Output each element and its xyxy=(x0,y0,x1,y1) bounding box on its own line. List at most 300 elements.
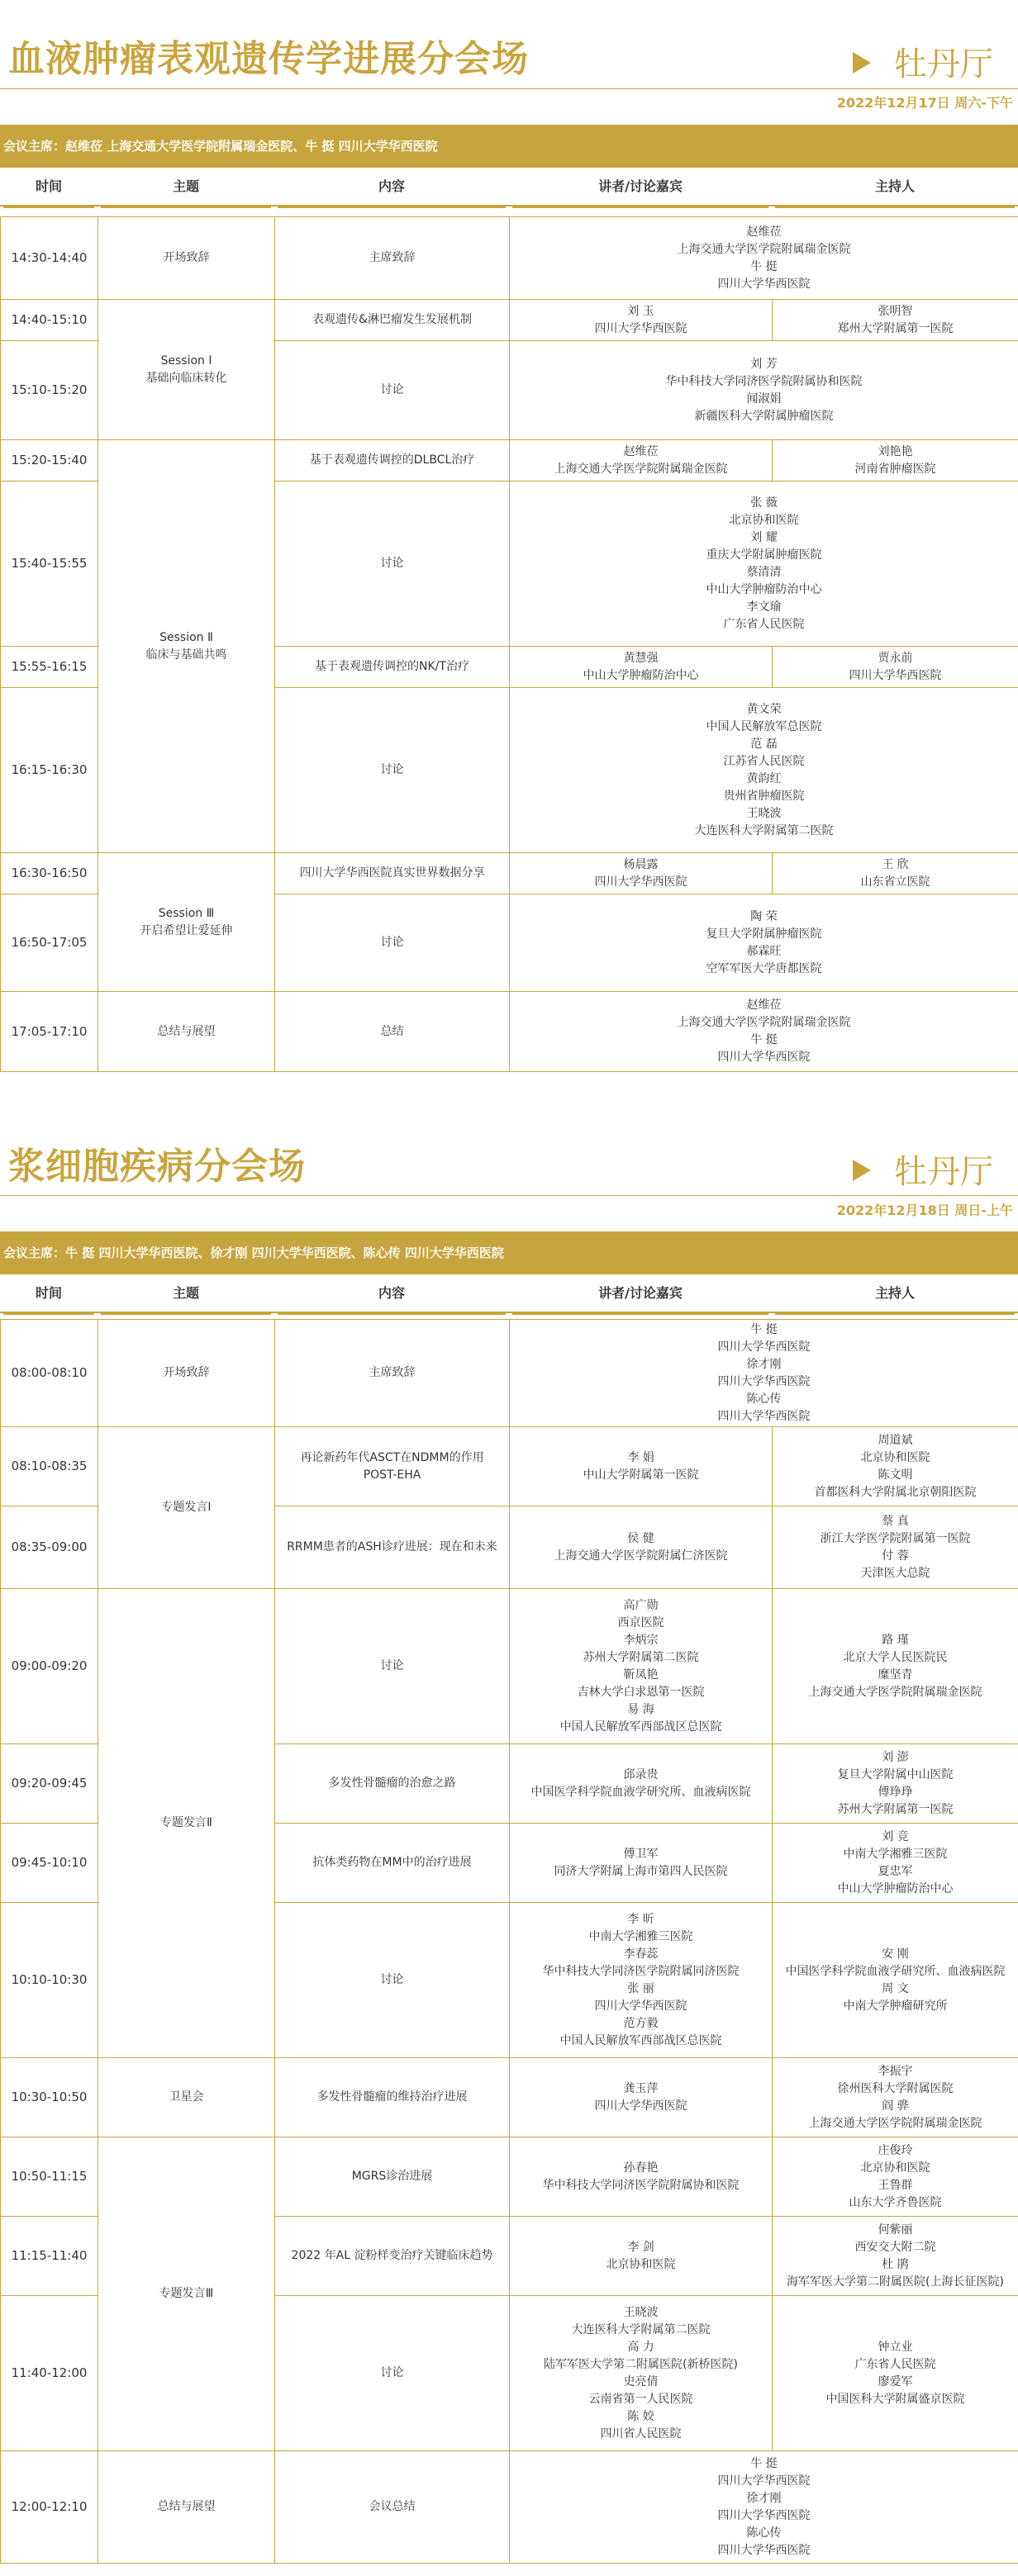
person-name: 王晓波 xyxy=(746,806,782,820)
institution-name: 华中科技大学同济医学院附属同济医院 xyxy=(542,1964,740,1978)
cell-text: 临床与基础共鸣 xyxy=(145,648,227,662)
col-content-header: 内容 xyxy=(274,170,509,203)
host-cell xyxy=(773,2296,1018,2451)
person-name: 陈心传 xyxy=(746,1392,782,1406)
institution-name: 新疆医科大学附属肿瘤医院 xyxy=(694,409,834,423)
schedule-table xyxy=(0,1319,1018,2564)
institution-name: 华中科技大学同济医学院附属协和医院 xyxy=(665,374,863,388)
institution-name: 四川大学华西医院 xyxy=(717,1374,811,1388)
cell-text: MGRS诊治进展 xyxy=(351,2170,433,2183)
table-row xyxy=(1,440,1018,482)
institution-name: 中国医学科学院血液学研究所、血液病医院 xyxy=(785,1964,1006,1978)
person-name: 范方毅 xyxy=(623,2016,659,2030)
cell-text: 再论新药年代ASCT在NDMM的作用 xyxy=(300,1450,484,1464)
table-row xyxy=(1,2058,1018,2137)
institution-name: 四川大学华西医院 xyxy=(717,1409,811,1423)
person-name: 闻淑娟 xyxy=(746,391,782,406)
institution-name: 同济大学附属上海市第四人民医院 xyxy=(554,1864,728,1878)
content-cell xyxy=(275,853,510,894)
person-name: 郝霖旺 xyxy=(746,944,782,958)
institution-name: 复旦大学附属肿瘤医院 xyxy=(706,927,822,941)
person-name: 黄文荣 xyxy=(746,702,782,716)
institution-name: 广东省人民医院 xyxy=(854,2357,936,2371)
person-name: 糜坚青 xyxy=(878,1668,913,1682)
content-cell xyxy=(275,2217,510,2296)
cell-text: 2022 年AL 淀粉样变治疗关键临床趋势 xyxy=(291,2249,493,2262)
time-cell: 14:40-15:10 xyxy=(1,300,98,341)
cell-text: 多发性骨髓瘤的维持治疗进展 xyxy=(316,2090,468,2104)
person-name: 傅琤琤 xyxy=(878,1785,913,1799)
institution-name: 浙江大学医学院附属第一医院 xyxy=(820,1531,971,1545)
content-cell xyxy=(275,2451,510,2564)
table-header xyxy=(0,1277,1018,1313)
speaker-cell xyxy=(510,341,1018,440)
institution-name: 云南省第一人民医院 xyxy=(588,2392,693,2406)
speaker-cell xyxy=(510,1824,773,1903)
time-cell: 08:00-08:10 xyxy=(1,1320,98,1427)
person-name: 王晓波 xyxy=(623,2305,659,2319)
person-name: 刘 玉 xyxy=(627,304,654,318)
col-time-header: 时间 xyxy=(0,170,98,203)
time-cell: 14:30-14:40 xyxy=(1,217,98,300)
speaker-cell xyxy=(510,1320,1018,1427)
institution-name: 上海交通大学医学院附属瑞金医院 xyxy=(677,242,851,256)
institution-name: 上海交通大学医学院附属瑞金医院 xyxy=(677,1016,851,1029)
person-name: 史亮倩 xyxy=(623,2374,659,2389)
person-name: 阎 骅 xyxy=(882,2099,909,2113)
institution-name: 首都医科大学附属北京朝阳医院 xyxy=(814,1485,977,1499)
institution-name: 天津医大总院 xyxy=(860,1566,930,1580)
host-cell xyxy=(773,1427,1018,1506)
speaker-cell xyxy=(510,1903,773,2058)
person-name: 付 蓉 xyxy=(882,1549,909,1563)
time-cell: 09:00-09:20 xyxy=(1,1589,98,1744)
host-cell xyxy=(773,1903,1018,2058)
institution-name: 中南大学湘雅三医院 xyxy=(588,1929,693,1943)
host-cell xyxy=(773,647,1018,688)
institution-name: 北京协和医院 xyxy=(860,1450,930,1464)
speaker-cell xyxy=(510,1506,773,1589)
person-name: 路 瑾 xyxy=(882,1633,909,1647)
cell-text: 讨论 xyxy=(380,383,404,396)
person-name: 李 剑 xyxy=(627,2240,654,2254)
institution-name: 上海交通大学医学院附属瑞金医院 xyxy=(808,1685,982,1699)
institution-name: 四川大学华西医院 xyxy=(717,1340,811,1354)
content-cell xyxy=(275,482,510,647)
time-cell: 16:15-16:30 xyxy=(1,688,98,853)
cell-text: 主席致辞 xyxy=(369,1366,416,1379)
institution-name: 中国人民解放军西部战区总医院 xyxy=(559,1720,722,1734)
institution-name: 西京医院 xyxy=(617,1615,664,1630)
cell-text: 抗体类药物在MM中的治疗进展 xyxy=(312,1856,472,1869)
speaker-cell xyxy=(510,894,1018,992)
time-cell: 08:10-08:35 xyxy=(1,1427,98,1506)
institution-name: 四川大学华西医院 xyxy=(594,875,687,889)
institution-name: 中山大学附属第一医院 xyxy=(583,1468,699,1482)
person-name: 牛 挺 xyxy=(750,1322,778,1336)
topic-cell xyxy=(98,2058,275,2137)
institution-name: 四川省人民医院 xyxy=(600,2427,682,2441)
host-cell xyxy=(773,1744,1018,1824)
person-name: 廖爱军 xyxy=(878,2374,913,2389)
content-cell xyxy=(275,992,510,1072)
institution-name: 中山大学肿瘤防治中心 xyxy=(583,668,699,682)
person-name: 孙春艳 xyxy=(623,2161,659,2175)
speaker-cell xyxy=(510,2137,773,2217)
person-name: 刘 澎 xyxy=(882,1750,909,1764)
person-name: 傅卫军 xyxy=(623,1847,659,1861)
institution-name: 重庆大学附属肿瘤医院 xyxy=(706,548,822,562)
person-name: 赵维莅 xyxy=(746,225,782,239)
session-date: 2022年12月18日 周日-上午 xyxy=(836,1203,1013,1218)
person-name: 李文瑜 xyxy=(746,600,782,614)
content-cell xyxy=(275,1320,510,1427)
content-cell xyxy=(275,1744,510,1824)
cell-text: 基于表观遗传调控的DLBCL治疗 xyxy=(309,453,475,467)
institution-name: 四川大学华西医院 xyxy=(717,2474,811,2488)
content-cell xyxy=(275,341,510,440)
play-arrow-icon xyxy=(853,52,871,74)
content-cell xyxy=(275,440,510,482)
person-name: 杜 鹃 xyxy=(882,2257,909,2271)
content-cell xyxy=(275,1589,510,1744)
person-name: 黄慧强 xyxy=(623,651,659,665)
person-name: 安 刚 xyxy=(882,1947,909,1961)
institution-name: 中国人民解放军总医院 xyxy=(706,719,822,733)
institution-name: 河南省肿瘤医院 xyxy=(854,462,936,476)
host-cell xyxy=(773,1506,1018,1589)
cell-text: Session Ⅰ xyxy=(160,353,212,368)
cell-text: 讨论 xyxy=(380,557,404,570)
institution-name: 华中科技大学同济医学院附属协和医院 xyxy=(542,2178,740,2192)
session-title: 血液肿瘤表观遗传学进展分会场 xyxy=(8,38,529,80)
session-date: 2022年12月17日 周六-下午 xyxy=(836,95,1013,111)
person-name: 龚玉萍 xyxy=(623,2081,659,2095)
speaker-cell xyxy=(510,2217,773,2296)
person-name: 杨晨露 xyxy=(623,857,659,871)
person-name: 赵维莅 xyxy=(623,444,659,458)
content-cell xyxy=(275,217,510,300)
institution-name: 山东省立医院 xyxy=(860,875,930,889)
person-name: 陈文明 xyxy=(878,1468,913,1482)
person-name: 赵维莅 xyxy=(746,999,782,1012)
time-cell: 16:30-16:50 xyxy=(1,853,98,894)
person-name: 周道斌 xyxy=(878,1433,913,1447)
person-name: 刘 芳 xyxy=(750,357,778,371)
schedule-table xyxy=(0,216,1018,1072)
speaker-cell xyxy=(510,2296,773,2451)
cell-text: 讨论 xyxy=(380,1659,404,1672)
topic-cell xyxy=(98,217,275,300)
chairs-bar: 会议主席：赵维莅 上海交通大学医学院附属瑞金医院、牛 挺 四川大学华西医院 xyxy=(0,125,1018,168)
speaker-cell xyxy=(510,1589,773,1744)
institution-name: 四川大学华西医院 xyxy=(717,2508,811,2522)
institution-name: 贵州省肿瘤医院 xyxy=(723,789,805,803)
content-cell xyxy=(275,647,510,688)
institution-name: 四川大学华西医院 xyxy=(717,1051,811,1064)
institution-name: 上海交通大学医学院附属瑞金医院 xyxy=(808,2116,982,2130)
cell-text: 主席致辞 xyxy=(369,251,416,264)
institution-name: 徐州医科大学附属医院 xyxy=(837,2081,954,2095)
table-row xyxy=(1,1427,1018,1506)
cell-text: 讨论 xyxy=(380,2366,404,2379)
cell-text: 基础向临床转化 xyxy=(145,371,227,385)
divider xyxy=(0,88,1018,89)
topic-cell xyxy=(98,440,275,853)
institution-name: 中山大学肿瘤防治中心 xyxy=(706,582,822,596)
institution-name: 海军军医大学第二附属医院(上海长征医院) xyxy=(787,2275,1004,2289)
institution-name: 北京协和医院 xyxy=(606,2257,676,2271)
col-host-header: 主持人 xyxy=(772,1277,1018,1310)
time-cell: 10:10-10:30 xyxy=(1,1903,98,2058)
content-cell xyxy=(275,2137,510,2217)
speaker-cell xyxy=(510,217,1018,300)
topic-cell xyxy=(98,300,275,440)
institution-name: 中南大学肿瘤研究所 xyxy=(843,1999,948,2013)
speaker-cell xyxy=(510,647,773,688)
topic-cell xyxy=(98,992,275,1072)
institution-name: 中国人民解放军西部战区总医院 xyxy=(559,2033,722,2047)
person-name: 陈心传 xyxy=(746,2526,782,2540)
session-title: 浆细胞疾病分会场 xyxy=(8,1146,306,1188)
topic-cell xyxy=(98,853,275,992)
institution-name: 苏州大学附属第一医院 xyxy=(837,1802,954,1816)
institution-name: 苏州大学附属第二医院 xyxy=(583,1650,699,1664)
person-name: 侯 健 xyxy=(627,1531,654,1545)
cell-text: 讨论 xyxy=(380,763,404,776)
person-name: 陈 姣 xyxy=(627,2409,654,2423)
person-name: 蔡 真 xyxy=(882,1514,909,1528)
speaker-cell xyxy=(510,2451,1018,2564)
content-cell xyxy=(275,688,510,853)
institution-name: 四川大学华西医院 xyxy=(849,668,942,682)
time-cell: 09:20-09:45 xyxy=(1,1744,98,1824)
table-row xyxy=(1,2137,1018,2217)
table-header xyxy=(0,170,1018,206)
institution-name: 空军军医大学唐都医院 xyxy=(706,961,822,975)
time-cell: 15:40-15:55 xyxy=(1,482,98,647)
person-name: 范 磊 xyxy=(750,737,778,751)
topic-cell xyxy=(98,1589,275,2058)
person-name: 李 昕 xyxy=(627,1912,654,1926)
speaker-cell xyxy=(510,2058,773,2137)
speaker-cell xyxy=(510,300,773,341)
cell-text: 开场致辞 xyxy=(163,251,210,264)
content-cell xyxy=(275,300,510,341)
speaker-cell xyxy=(510,853,773,894)
content-cell xyxy=(275,1824,510,1903)
person-name: 黄韵红 xyxy=(746,771,782,785)
person-name: 夏忠军 xyxy=(878,1864,913,1878)
person-name: 牛 挺 xyxy=(750,1033,778,1046)
host-cell xyxy=(773,440,1018,482)
person-name: 庄俊玲 xyxy=(878,2143,913,2157)
person-name: 牛 挺 xyxy=(750,259,778,273)
cell-text: 多发性骨髓瘤的治愈之路 xyxy=(328,1777,456,1790)
person-name: 贾永前 xyxy=(878,651,913,665)
institution-name: 四川大学华西医院 xyxy=(594,2099,687,2113)
person-name: 张 丽 xyxy=(627,1981,654,1995)
institution-name: 大连医科大学附属第二医院 xyxy=(571,2322,711,2336)
content-cell xyxy=(275,894,510,992)
person-name: 刘 竞 xyxy=(882,1829,909,1843)
col-speaker-header: 讲者/讨论嘉宾 xyxy=(509,170,772,203)
person-name: 王 欣 xyxy=(882,857,909,871)
institution-name: 广东省人民医院 xyxy=(723,617,805,631)
person-name: 王鲁群 xyxy=(878,2178,913,2192)
person-name: 邱录贵 xyxy=(623,1767,659,1781)
col-topic-header: 主题 xyxy=(98,1277,274,1310)
person-name: 蔡清清 xyxy=(746,565,782,579)
host-cell xyxy=(773,2058,1018,2137)
content-cell xyxy=(275,2058,510,2137)
cell-text: 开场致辞 xyxy=(163,1366,210,1379)
person-name: 靳凤艳 xyxy=(623,1668,659,1682)
time-cell: 10:50-11:15 xyxy=(1,2137,98,2217)
table-row xyxy=(1,853,1018,894)
person-name: 徐才刚 xyxy=(746,2491,782,2505)
host-cell xyxy=(773,2217,1018,2296)
time-cell: 09:45-10:10 xyxy=(1,1824,98,1903)
topic-cell xyxy=(98,1320,275,1427)
institution-name: 大连医科大学附属第二医院 xyxy=(694,823,834,837)
table-row xyxy=(1,217,1018,300)
cell-text: 表观遗传&淋巴瘤发生发展机制 xyxy=(312,313,472,326)
cell-text: 开启希望让爱延伸 xyxy=(140,923,233,937)
person-name: 何紫丽 xyxy=(878,2223,913,2237)
col-time-header: 时间 xyxy=(0,1277,98,1310)
person-name: 高广勋 xyxy=(623,1598,659,1612)
person-name: 高 力 xyxy=(627,2340,654,2354)
institution-name: 中国医科大学附属盛京医院 xyxy=(825,2392,965,2406)
host-cell xyxy=(773,2137,1018,2217)
person-name: 李春蕊 xyxy=(623,1947,659,1961)
speaker-cell xyxy=(510,482,1018,647)
cell-text: 卫星会 xyxy=(169,2090,204,2104)
institution-name: 西安交大附二院 xyxy=(854,2240,936,2254)
cell-text: Session Ⅱ xyxy=(159,630,213,644)
content-cell xyxy=(275,1506,510,1589)
institution-name: 中南大学湘雅三医院 xyxy=(843,1847,948,1861)
person-name: 张 薇 xyxy=(750,496,778,510)
time-cell: 15:55-16:15 xyxy=(1,647,98,688)
cell-text: 总结 xyxy=(380,1024,404,1038)
speaker-cell xyxy=(510,1427,773,1506)
table-row xyxy=(1,300,1018,341)
cell-text: 专题发言Ⅰ xyxy=(161,1501,212,1514)
col-topic-header: 主题 xyxy=(98,170,274,203)
time-cell: 10:30-10:50 xyxy=(1,2058,98,2137)
institution-name: 中国医学科学院血液学研究所、血液病医院 xyxy=(530,1785,751,1799)
time-cell: 17:05-17:10 xyxy=(1,992,98,1072)
cell-text: 总结与展望 xyxy=(157,2500,216,2513)
person-name: 陶 荣 xyxy=(750,909,778,923)
cell-text: 专题发言Ⅱ xyxy=(160,1816,212,1829)
person-name: 刘艳艳 xyxy=(878,444,913,458)
institution-name: 山东大学齐鲁医院 xyxy=(849,2195,942,2209)
host-cell xyxy=(773,853,1018,894)
speaker-cell xyxy=(510,1744,773,1824)
time-cell: 15:10-15:20 xyxy=(1,341,98,440)
institution-name: 四川大学华西医院 xyxy=(717,2543,811,2557)
content-cell xyxy=(275,2296,510,2451)
person-name: 牛 挺 xyxy=(750,2456,778,2470)
cell-text: RRMM患者的ASH诊疗进展：现在和未来 xyxy=(287,1540,497,1554)
host-cell xyxy=(773,1589,1018,1744)
person-name: 李炳宗 xyxy=(623,1633,659,1647)
content-cell xyxy=(275,1903,510,2058)
cell-text: 会议总结 xyxy=(369,2500,416,2513)
divider xyxy=(0,1195,1018,1196)
table-row xyxy=(1,1320,1018,1427)
cell-text: 讨论 xyxy=(380,936,404,949)
time-cell: 15:20-15:40 xyxy=(1,440,98,482)
institution-name: 北京协和医院 xyxy=(860,2161,930,2175)
time-cell: 11:40-12:00 xyxy=(1,2296,98,2451)
institution-name: 中山大学肿瘤防治中心 xyxy=(837,1881,954,1895)
institution-name: 郑州大学附属第一医院 xyxy=(837,321,954,335)
col-content-header: 内容 xyxy=(274,1277,509,1310)
speaker-cell xyxy=(510,688,1018,853)
cell-text: 总结与展望 xyxy=(157,1024,216,1038)
cell-text: 基于表观遗传调控的NK/T治疗 xyxy=(315,660,469,673)
content-cell xyxy=(275,1427,510,1506)
cell-text: POST-EHA xyxy=(363,1468,421,1482)
host-cell xyxy=(773,300,1018,341)
hall-label: 牡丹厅 xyxy=(853,1149,993,1195)
institution-name: 四川大学华西医院 xyxy=(594,1999,687,2013)
person-name: 李振宇 xyxy=(878,2064,913,2078)
play-arrow-icon xyxy=(853,1160,871,1181)
institution-name: 上海交通大学医学院附属瑞金医院 xyxy=(554,462,728,476)
host-cell xyxy=(773,1824,1018,1903)
chairs-bar: 会议主席：牛 挺 四川大学华西医院、徐才刚 四川大学华西医院、陈心传 四川大学华西医院 xyxy=(0,1231,1018,1274)
person-name: 李 娟 xyxy=(627,1450,654,1464)
person-name: 刘 耀 xyxy=(750,530,778,544)
time-cell: 08:35-09:00 xyxy=(1,1506,98,1589)
topic-cell xyxy=(98,2137,275,2451)
cell-text: 专题发言Ⅲ xyxy=(159,2287,214,2300)
hall-label: 牡丹厅 xyxy=(853,41,993,88)
institution-name: 四川大学华西医院 xyxy=(717,277,811,291)
speaker-cell xyxy=(510,992,1018,1072)
time-cell: 12:00-12:10 xyxy=(1,2451,98,2564)
table-row xyxy=(1,992,1018,1072)
person-name: 徐才刚 xyxy=(746,1357,782,1371)
col-host-header: 主持人 xyxy=(772,170,1018,203)
person-name: 张明智 xyxy=(878,304,913,318)
table-row xyxy=(1,1589,1018,1744)
topic-cell xyxy=(98,2451,275,2564)
institution-name: 复旦大学附属中山医院 xyxy=(837,1767,954,1781)
table-row xyxy=(1,2451,1018,2564)
cell-text: 四川大学华西医院真实世界数据分享 xyxy=(299,866,485,880)
institution-name: 陆军军医大学第二附属医院(新桥医院) xyxy=(544,2357,738,2371)
person-name: 钟立业 xyxy=(878,2340,913,2354)
time-cell: 11:15-11:40 xyxy=(1,2217,98,2296)
topic-cell xyxy=(98,1427,275,1589)
institution-name: 吉林大学白求恩第一医院 xyxy=(577,1685,705,1699)
institution-name: 江苏省人民医院 xyxy=(723,754,805,768)
time-cell: 16:50-17:05 xyxy=(1,894,98,992)
institution-name: 四川大学华西医院 xyxy=(594,321,687,335)
cell-text: 讨论 xyxy=(380,1973,404,1986)
col-speaker-header: 讲者/讨论嘉宾 xyxy=(509,1277,772,1310)
cell-text: Session Ⅲ xyxy=(158,906,215,920)
institution-name: 上海交通大学医学院附属仁济医院 xyxy=(554,1549,728,1563)
speaker-cell xyxy=(510,440,773,482)
person-name: 易 海 xyxy=(627,1702,654,1716)
